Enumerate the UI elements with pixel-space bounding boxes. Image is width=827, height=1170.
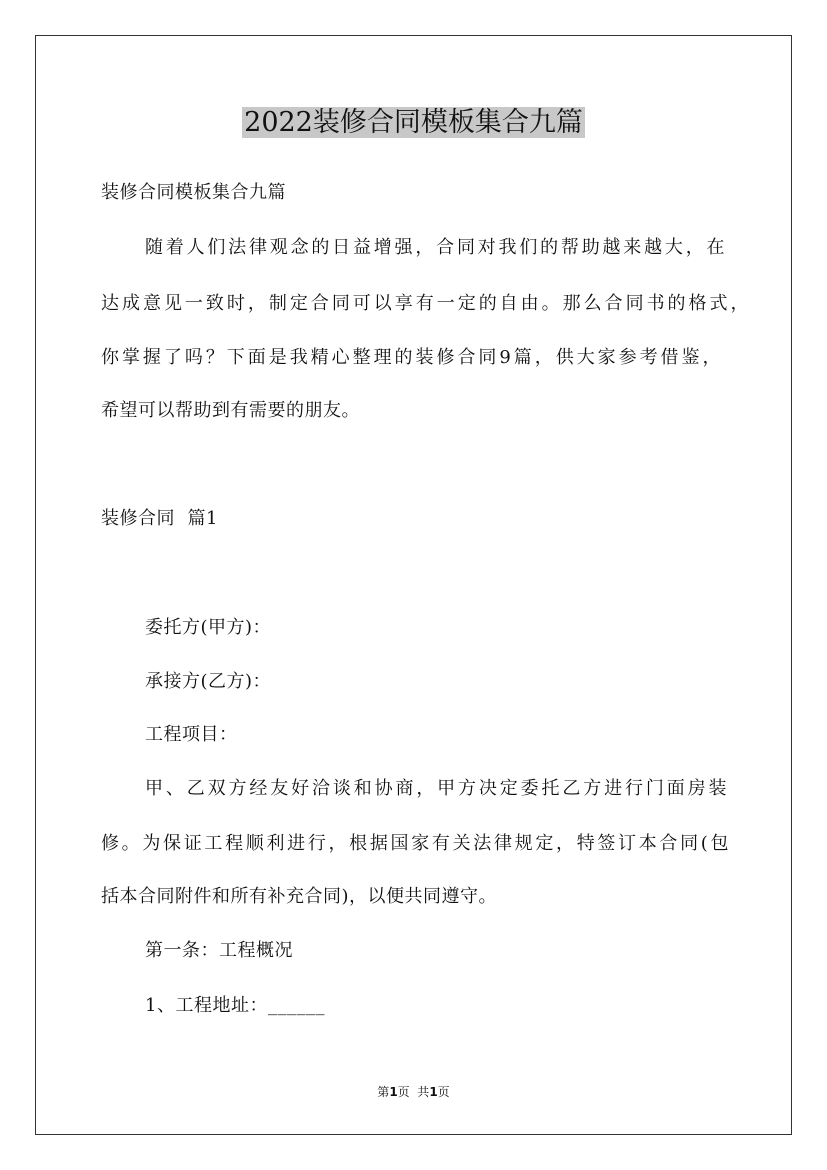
body-line-3: 括本合同附件和所有补充合同)，以便共同遵守。 [101, 886, 498, 907]
footer-mid: 页 共 [397, 1085, 430, 1099]
article-1-item-1: 1、工程地址：______ [145, 995, 325, 1016]
intro-line-2: 达成意见一致时，制定合同可以享有一定的自由。那么合同书的格式， [101, 293, 749, 314]
document-subtitle: 装修合同模板集合九篇 [101, 182, 286, 203]
footer-page-number: 1 [389, 1085, 398, 1099]
document-title-text: 2022装修合同模板集合九篇 [244, 107, 583, 138]
party-b-label: 承接方(乙方)： [145, 671, 272, 692]
page-footer [0, 1084, 827, 1100]
intro-line-1: 随着人们法律观念的日益增强，合同对我们的帮助越来越大，在 [145, 237, 725, 258]
section-heading: 装修合同 篇1 [101, 508, 218, 529]
footer-suffix: 页 [437, 1085, 450, 1099]
intro-line-4: 希望可以帮助到有需要的朋友。 [101, 400, 360, 421]
project-label: 工程项目： [145, 724, 238, 745]
body-line-2: 修。为保证工程顺利进行，根据国家有关法律规定，特签订本合同(包 [101, 833, 729, 854]
footer-total-pages: 1 [429, 1085, 438, 1099]
document-title [0, 103, 827, 143]
party-a-label: 委托方(甲方)： [145, 617, 272, 638]
article-1-heading: 第一条：工程概况 [145, 940, 293, 961]
intro-line-3: 你掌握了吗？下面是我精心整理的装修合同9篇，供大家参考借鉴， [101, 347, 721, 368]
footer-prefix: 第 [377, 1085, 390, 1099]
body-line-1: 甲、乙双方经友好洽谈和协商，甲方决定委托乙方进行门面房装 [145, 778, 727, 799]
